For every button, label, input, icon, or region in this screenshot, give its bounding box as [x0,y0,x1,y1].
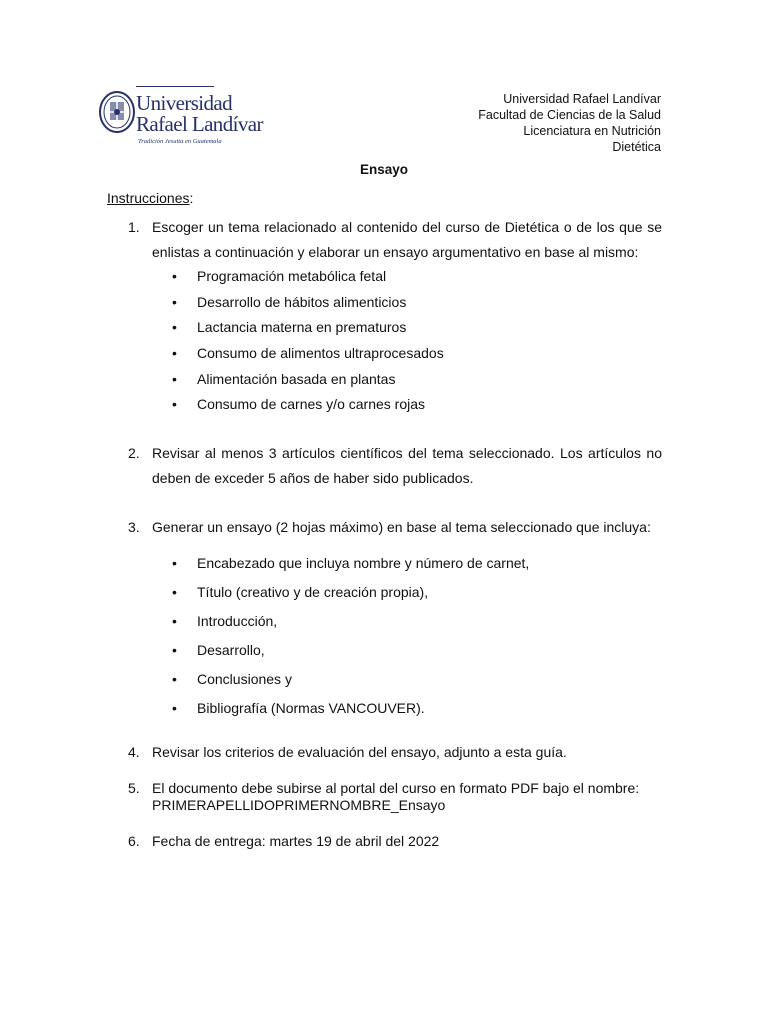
bullet-dot: • [172,345,177,361]
university-seal-icon [98,90,136,134]
header-course: Dietética [612,140,661,154]
instructions-heading [107,190,193,206]
bullet-text: Bibliografía (Normas VANCOUVER). [197,700,425,716]
bullet-dot: • [172,371,177,387]
university-logo [98,86,263,150]
bullet-dot: • [172,642,177,658]
bullet-text: Desarrollo de hábitos alimenticios [197,294,407,310]
bullet-dot: • [172,555,177,571]
instructions-colon: : [189,190,194,206]
bullet-text: Consumo de alimentos ultraprocesados [197,345,444,361]
instructions-label: Instrucciones [107,190,190,206]
item-text: Revisar los criterios de evaluación del ensayo, adjunto a esta guía. [152,744,567,760]
bullet-dot: • [172,671,177,687]
bullet-text: Lactancia materna en prematuros [197,319,407,335]
bullet-dot: • [172,584,177,600]
item-number: 4. [128,744,140,760]
item-text-line1: El documento debe subirse al portal del curso en formato PDF bajo el nombre: [152,780,640,796]
item-number: 1. [128,219,140,235]
item-text: Escoger un tema relacionado al contenido del curso de Dietética o de los que se enlistas a continuación y elaborar un ensayo argumentativo en base al mismo: [152,219,662,260]
item-text: Revisar al menos 3 artículos científicos del tema seleccionado. Los artículos no deben de exceder 5 años de haber sido publicados. [152,445,662,486]
item-text: Fecha de entrega: martes 19 de abril del 2022 [152,833,440,849]
item-text: Generar un ensayo (2 hojas máximo) en base al tema seleccionado que incluya: [152,519,651,535]
bullet-text: Consumo de carnes y/o carnes rojas [197,396,425,412]
bullet-text: Título (creativo y de creación propia), [197,584,429,600]
logo-text-line2: Rafael Landívar [136,112,263,136]
bullet-dot: • [172,294,177,310]
bullet-dot: • [172,268,177,284]
logo-tagline: Tradición Jesuita en Guatemala [138,138,222,145]
logo-rule [136,86,214,87]
institution-header [478,91,661,155]
logo-text-line1: Universidad [136,91,233,115]
item-filename: PRIMERAPELLIDOPRIMERNOMBRE_Ensayo [152,797,446,813]
bullet-dot: • [172,396,177,412]
bullet-dot: • [172,700,177,716]
header-university: Universidad Rafael Landívar [503,92,661,106]
bullet-text: Alimentación basada en plantas [197,371,396,387]
item-text [152,780,662,814]
bullet-text: Desarrollo, [197,642,265,658]
header-degree: Licenciatura en Nutrición [523,124,661,138]
item-number: 6. [128,833,140,849]
header-faculty: Facultad de Ciencias de la Salud [478,108,661,122]
bullet-dot: • [172,613,177,629]
bullet-text: Encabezado que incluya nombre y número de carnet, [197,555,530,571]
bullet-text: Conclusiones y [197,671,292,687]
item-number: 5. [128,780,140,796]
document-title: Ensayo [359,162,409,177]
item-number: 2. [128,445,140,461]
item-number: 3. [128,519,140,535]
bullet-text: Introducción, [197,613,278,629]
bullet-text: Programación metabólica fetal [197,268,387,284]
bullet-dot: • [172,319,177,335]
